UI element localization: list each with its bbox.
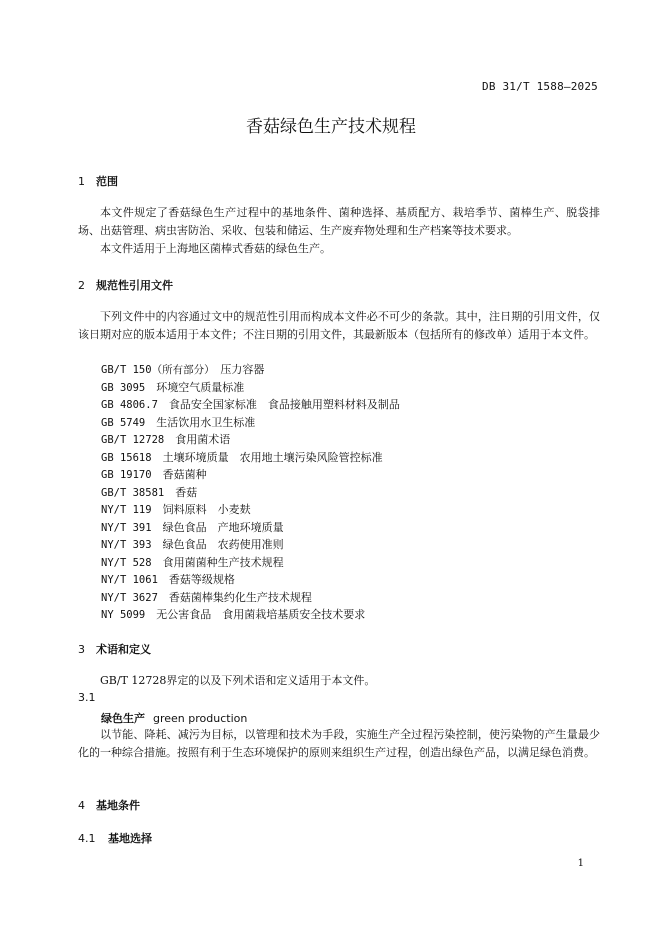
reference-title: 香菇等级规格	[168, 573, 235, 586]
reference-title: 食用菌菌种生产技术规程	[162, 555, 284, 569]
reference-title: 香菇	[175, 485, 198, 499]
section-title: 范围	[96, 175, 118, 188]
reference-title: 饲料原料 小麦麸	[162, 503, 251, 516]
term-name-cn: 绿色生产	[101, 712, 145, 725]
reference-code: NY/T 393	[101, 539, 152, 551]
reference-title: 香菇菌种	[162, 468, 207, 481]
reference-title: 生活饮用水卫生标准	[156, 415, 256, 429]
reference-item	[101, 554, 400, 572]
section-1-heading	[78, 173, 118, 189]
document-code: DB 31/T 1588—2025	[482, 80, 598, 93]
reference-code: GB 19170	[101, 469, 152, 481]
section-number: 2	[78, 279, 85, 292]
reference-item	[101, 361, 400, 379]
reference-title: 土壤环境质量 农用地土壤污染风险管控标准	[162, 450, 383, 464]
reference-code: GB/T 12728	[101, 434, 165, 446]
reference-code: NY/T 119	[101, 504, 152, 516]
section-title: 规范性引用文件	[96, 279, 173, 292]
reference-code: NY/T 528	[101, 556, 152, 569]
reference-code: GB/T 38581	[101, 486, 165, 499]
reference-item	[101, 571, 400, 589]
reference-title: 食品安全国家标准 食品接触用塑料材料及制品	[168, 398, 400, 411]
reference-item	[101, 519, 400, 537]
reference-title: 无公害食品 食用菌栽培基质安全技术要求	[156, 608, 366, 621]
reference-title: 绿色食品 农药使用准则	[162, 538, 284, 551]
section-number: 1	[78, 175, 85, 188]
term-number: 3.1	[78, 691, 96, 704]
term-name-en: green production	[153, 712, 248, 725]
reference-code: GB/T 150（所有部分）	[101, 364, 210, 376]
reference-item	[101, 379, 400, 397]
reference-title: 香菇菌棒集约化生产技术规程	[168, 590, 312, 604]
reference-item	[101, 431, 400, 449]
page-number: 1	[577, 858, 584, 869]
section-4-heading	[78, 797, 140, 813]
reference-item	[101, 484, 400, 502]
reference-code: GB 5749	[101, 416, 146, 429]
reference-code: NY/T 3627	[101, 591, 158, 604]
term-definition: 以节能、降耗、减污为目标，以管理和技术为手段，实施生产全过程污染控制，使污染物的产生量最少化的一种综合措施。按照有利于生态环境保护的原则来组织生产过程，创造出绿色产品，以满足绿色消费。	[78, 728, 600, 759]
reference-code: GB 4806.7	[101, 399, 158, 411]
document-title: 香菇绿色生产技术规程	[246, 117, 416, 137]
reference-title: 压力容器	[220, 363, 265, 376]
reference-item	[101, 589, 400, 607]
reference-code: NY/T 391	[101, 521, 152, 534]
normative-refs-intro: 下列文件中的内容通过文中的规范性引用而构成本文件必不可少的条款。其中，注日期的引用文件，仅该日期对应的版本适用于本文件；不注日期的引用文件，其最新版本（包括所有的修改单）适用于本文件。	[78, 310, 600, 341]
scope-paragraph-2: 本文件适用于上海地区菌棒式香菇的绿色生产。	[100, 242, 331, 255]
term-name	[101, 710, 247, 726]
section-number: 4	[78, 799, 85, 812]
terms-intro: GB/T 12728界定的以及下列术语和定义适用于本文件。	[100, 674, 376, 687]
section-title: 术语和定义	[96, 643, 151, 656]
subsection-4-1-heading	[78, 830, 152, 846]
reference-title: 食用菌术语	[175, 433, 231, 446]
subsection-number: 4.1	[78, 832, 96, 845]
reference-title: 绿色食品 产地环境质量	[162, 520, 284, 534]
reference-code: GB 15618	[101, 451, 152, 464]
section-3-heading	[78, 641, 151, 657]
reference-title: 环境空气质量标准	[156, 380, 245, 394]
reference-item	[101, 536, 400, 554]
section-number: 3	[78, 643, 85, 656]
reference-code: NY 5099	[101, 609, 146, 621]
reference-item	[101, 501, 400, 519]
reference-list	[101, 361, 400, 624]
reference-item	[101, 466, 400, 484]
subsection-title: 基地选择	[108, 832, 152, 845]
section-2-heading	[78, 277, 173, 293]
reference-item	[101, 449, 400, 467]
reference-item	[101, 606, 400, 624]
reference-code: GB 3095	[101, 381, 146, 394]
section-title: 基地条件	[96, 799, 140, 812]
reference-item	[101, 414, 400, 432]
scope-paragraph-1: 本文件规定了香菇绿色生产过程中的基地条件、菌种选择、基质配方、栽培季节、菌棒生产、脱袋排场、出菇管理、病虫害防治、采收、包装和储运、生产废弃物处理和生产档案等技术要求。	[78, 206, 600, 237]
reference-item	[101, 396, 400, 414]
reference-code: NY/T 1061	[101, 574, 158, 586]
